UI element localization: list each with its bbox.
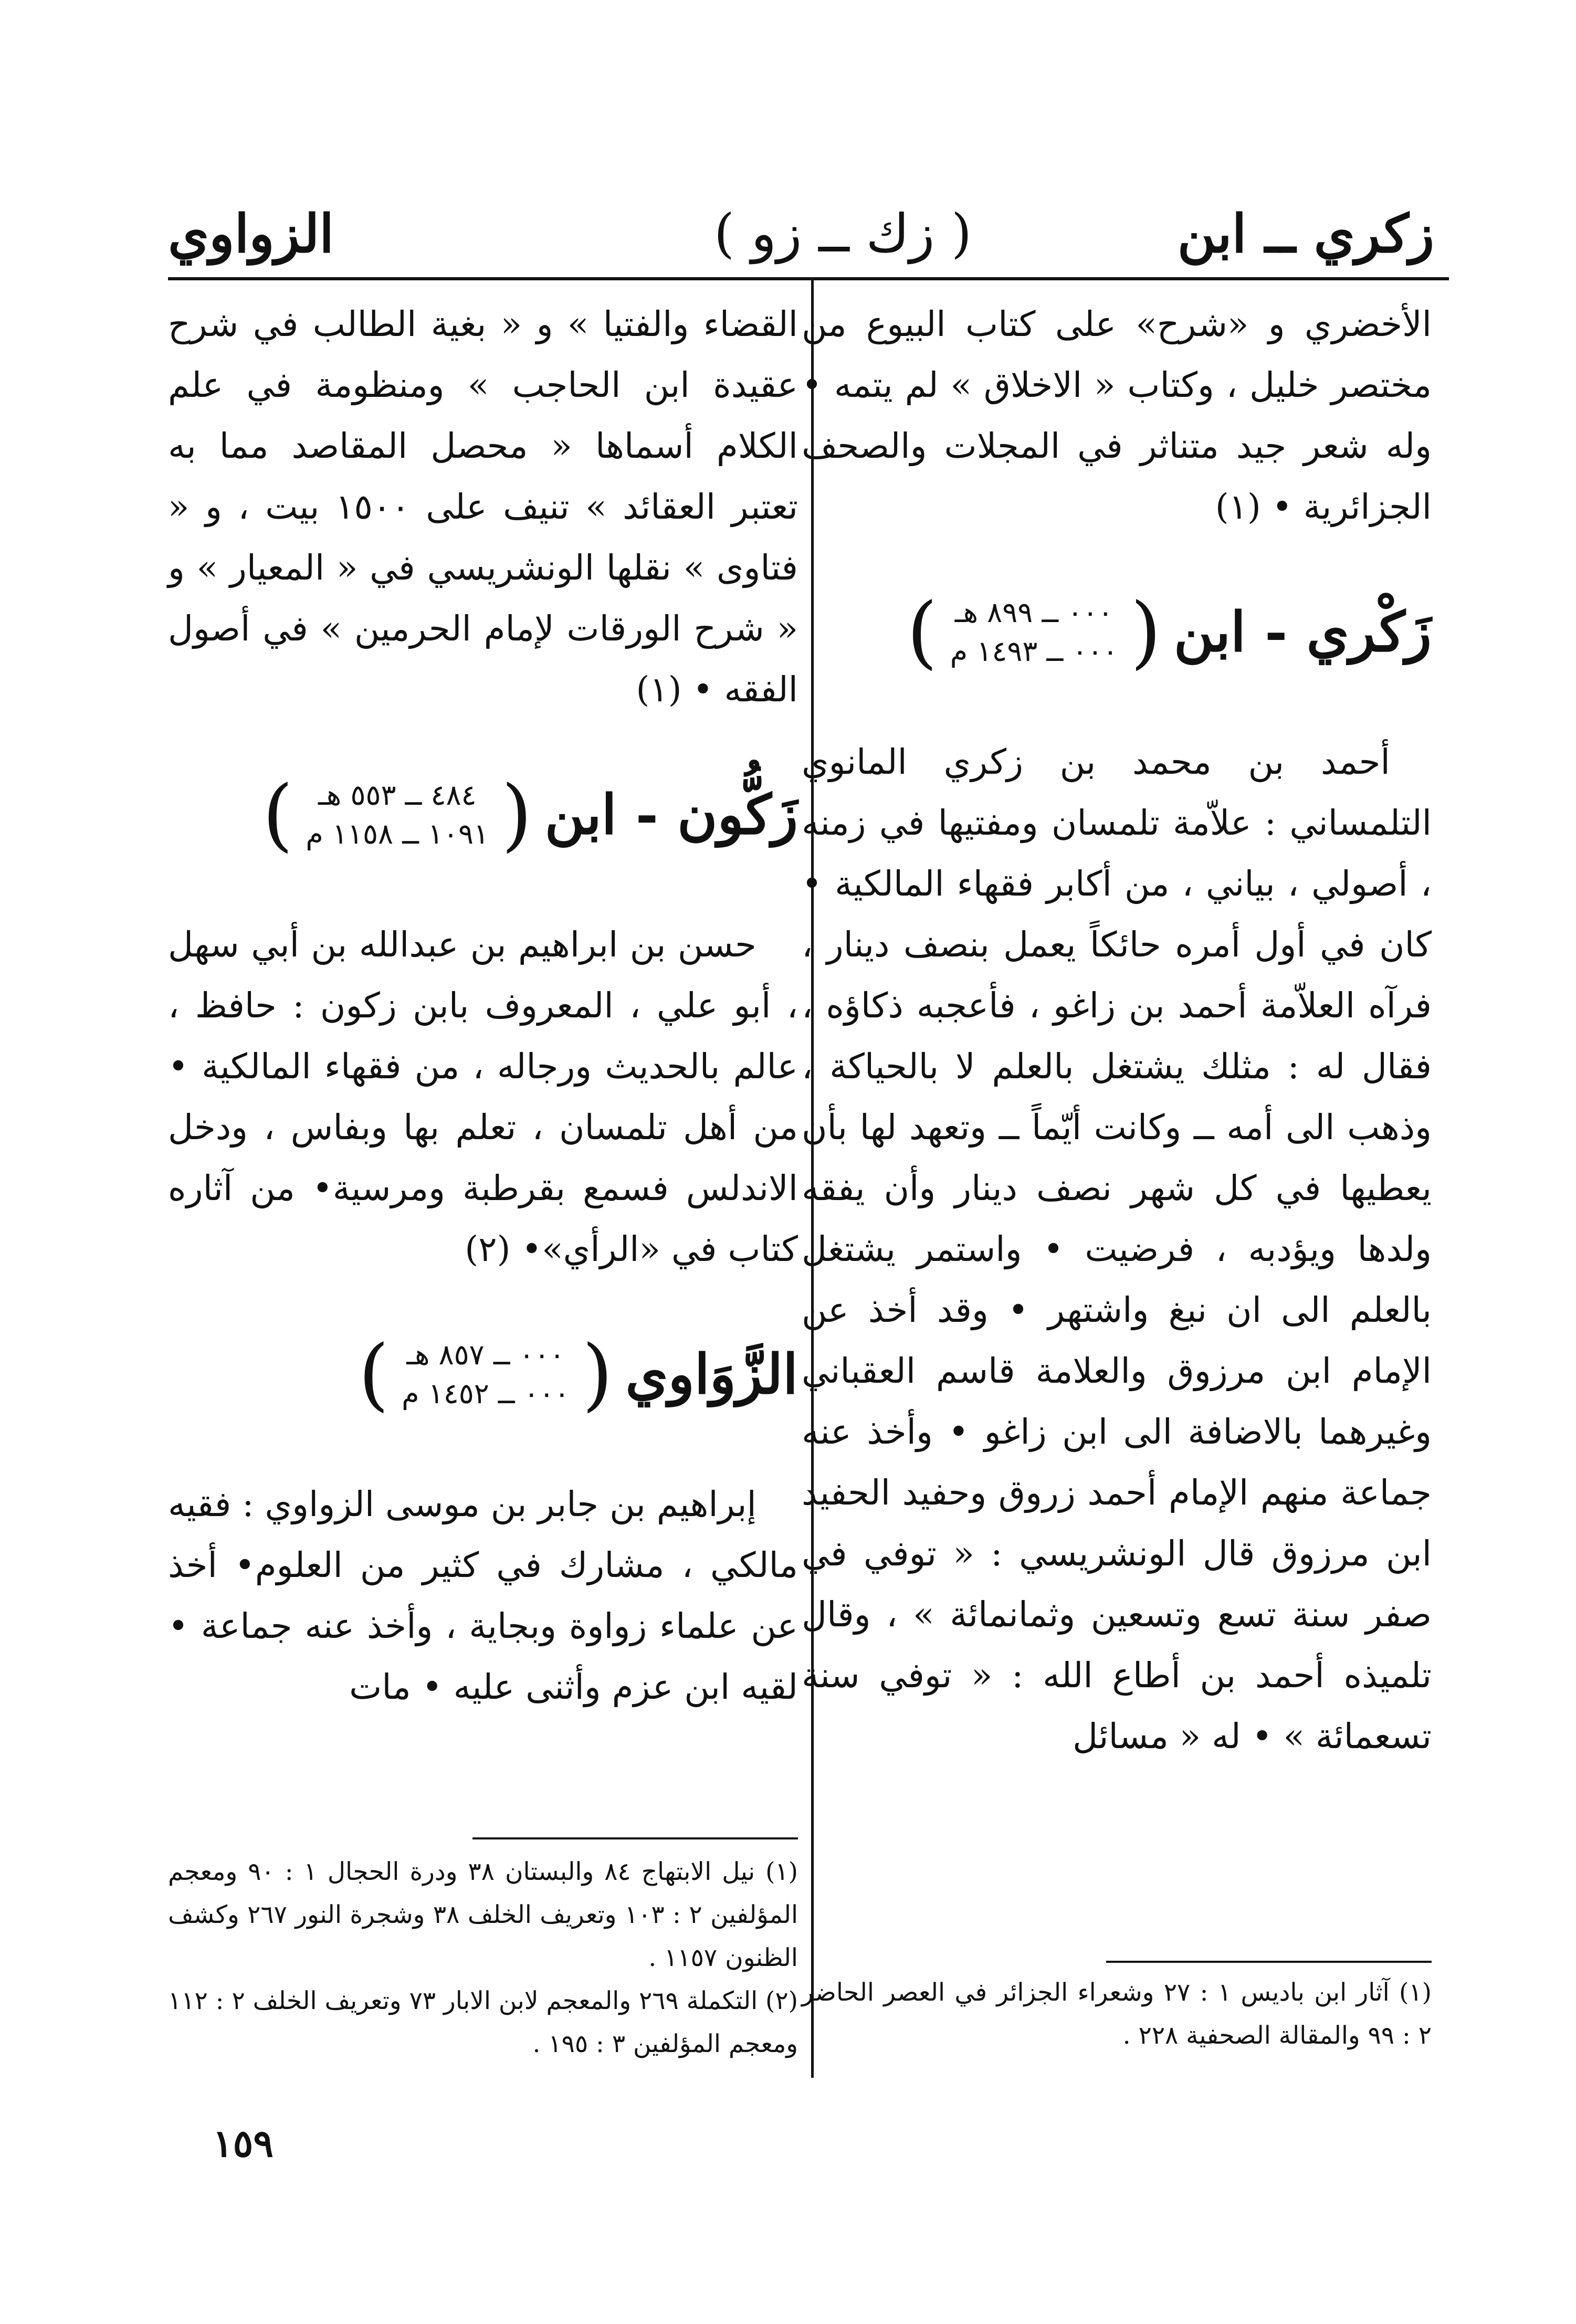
footnote: (١) آثار ابن باديس ١ : ٢٧ وشعراء الجزائر في العصر الحاضر ٢ : ٩٩ والمقالة الصحفية ٢٢٨ . xyxy=(802,1978,1432,2050)
footnote: (١) نيل الابتهاج ٨٤ والبستان ٣٨ ودرة الحجال ١ : ٩٠ ومعجم المؤلفين ٢ : ١٠٣ وتعريف الخلف ٣٨ وشجرة النور ٢٦٧ وكشف الظنون ١١٥٧ . xyxy=(168,1857,798,1972)
gregorian-date: ٠٠٠ ــ ١٤٩٣ م xyxy=(950,635,1118,668)
paragraph: حسن بن ابراهيم بن عبدالله بن أبي سهل ، أبو علي ، المعروف بابن زكون : حافظ ، عالم بالحديث ورجاله ، من فقهاء المالكية • من أهل تلمسان ، تعلم بها وبفاس ، ودخل الاندلس فسمع بقرطبة ومرسية• من آثاره كتاب في «الرأي»• (٢) xyxy=(168,924,798,1269)
entry-name: الزَّوَاوي xyxy=(625,1342,798,1406)
open-paren: ( xyxy=(582,1329,613,1420)
left-column xyxy=(168,294,798,1718)
footnote-rule xyxy=(1106,1961,1432,1963)
close-paren: ) xyxy=(907,586,938,678)
open-paren: ( xyxy=(501,769,532,860)
footnote-rule xyxy=(472,1837,798,1839)
close-paren: ) xyxy=(358,1329,390,1420)
running-header-left: الزواوي xyxy=(168,203,334,265)
entry-name: زَكُّون - ابن xyxy=(544,782,798,847)
paragraph: إبراهيم بن جابر بن موسى الزواوي : فقيه مالكي ، مشارك في كثير من العلوم• أخذ عن علماء زواوة وبجاية ، وأخذ عنه جماعة • لقيه ابن عزم وأثنى عليه • مات xyxy=(168,1484,798,1707)
running-header-center: ( زك ــ زو ) xyxy=(714,203,972,264)
running-header-right: زكري ــ ابن xyxy=(1177,203,1434,265)
entry-heading xyxy=(168,757,798,872)
hijri-date: ٠٠٠ ــ ٨٥٧ هـ xyxy=(406,1338,565,1371)
footnotes-left xyxy=(168,1850,798,2066)
hijri-date: ٤٨٤ ــ ٥٥٣ هـ xyxy=(318,779,477,812)
paragraph: أحمد بن محمد بن زكري المانوي التلمساني : علاّمة تلمسان ومفتيها في زمنه ، أصولي ، بياني ، من أكابر فقهاء المالكية • كان في أول أمره حائكاً يعمل بنصف دينار ، فرآه العلاّمة أحمد بن زاغو ، فأعجبه ذكاؤه ، فقال له : مثلك يشتغل بالعلم لا بالحياكة ، وذهب الى أمه ــ وكانت أيّماً ــ وتعهد لها بأن يعطيها في كل شهر نصف دينار وأن يفقه ولدها ويؤدبه ، فرضيت • واستمر يشتغل بالعلم الى ان نبغ واشتهر • وقد أخذ عن الإمام ابن مرزوق والعلامة قاسم العقباني وغيرهما بالاضافة الى ابن زاغو • وأخذ عنه جماعة منهم الإمام أحمد زروق وحفيد الحفيد ابن مرزوق قال الونشريسي : « توفي في صفر سنة تسع وتسعين وثمانمائة » ، وقال تلميذه أحمد بن أطاع الله : « توفي سنة تسعمائة » • له « مسائل xyxy=(802,742,1432,1757)
paragraph: الأخضري و «شرح» على كتاب البيوع من مختصر خليل ، وكتاب « الاخلاق » لم يتمه • وله شعر جيد متناثر في المجلات والصحف الجزائرية • (١) xyxy=(802,304,1432,527)
page-number: ١٥٩ xyxy=(213,2121,274,2165)
gregorian-date: ١٠٩١ ــ ١١٥٨ م xyxy=(306,817,489,850)
paragraph: القضاء والفتيا » و « بغية الطالب في شرح عقيدة ابن الحاجب » ومنظومة في علم الكلام أسماها « محصل المقاصد مما به تعتبر العقائد » تنيف على ١٥٠٠ بيت ، و « فتاوى » نقلها الونشريسي في « المعيار » و « شرح الورقات لإمام الحرمين » في أصول الفقه • (١) xyxy=(168,304,798,710)
open-paren: ( xyxy=(1130,586,1161,678)
entry-heading xyxy=(802,574,1432,690)
gregorian-date: ٠٠٠ ــ ١٤٥٢ م xyxy=(402,1377,570,1410)
footnotes-right xyxy=(802,1971,1432,2057)
close-paren: ) xyxy=(262,769,293,860)
entry-name: زَكْري - ابن xyxy=(1173,600,1432,664)
hijri-date: ٠٠٠ ــ ٨٩٩ هـ xyxy=(954,596,1113,629)
entry-dates xyxy=(950,593,1118,671)
entry-heading xyxy=(168,1317,798,1432)
entry-dates xyxy=(306,776,489,854)
footnote: (٢) التكملة ٢٦٩ والمعجم لابن الابار ٧٣ وتعريف الخلف ٢ : ١١٢ ومعجم المؤلفين ٣ : ١٩٥ . xyxy=(167,1986,798,2058)
entry-dates xyxy=(402,1335,570,1413)
header-rule xyxy=(168,277,1449,280)
right-column xyxy=(802,294,1432,1767)
